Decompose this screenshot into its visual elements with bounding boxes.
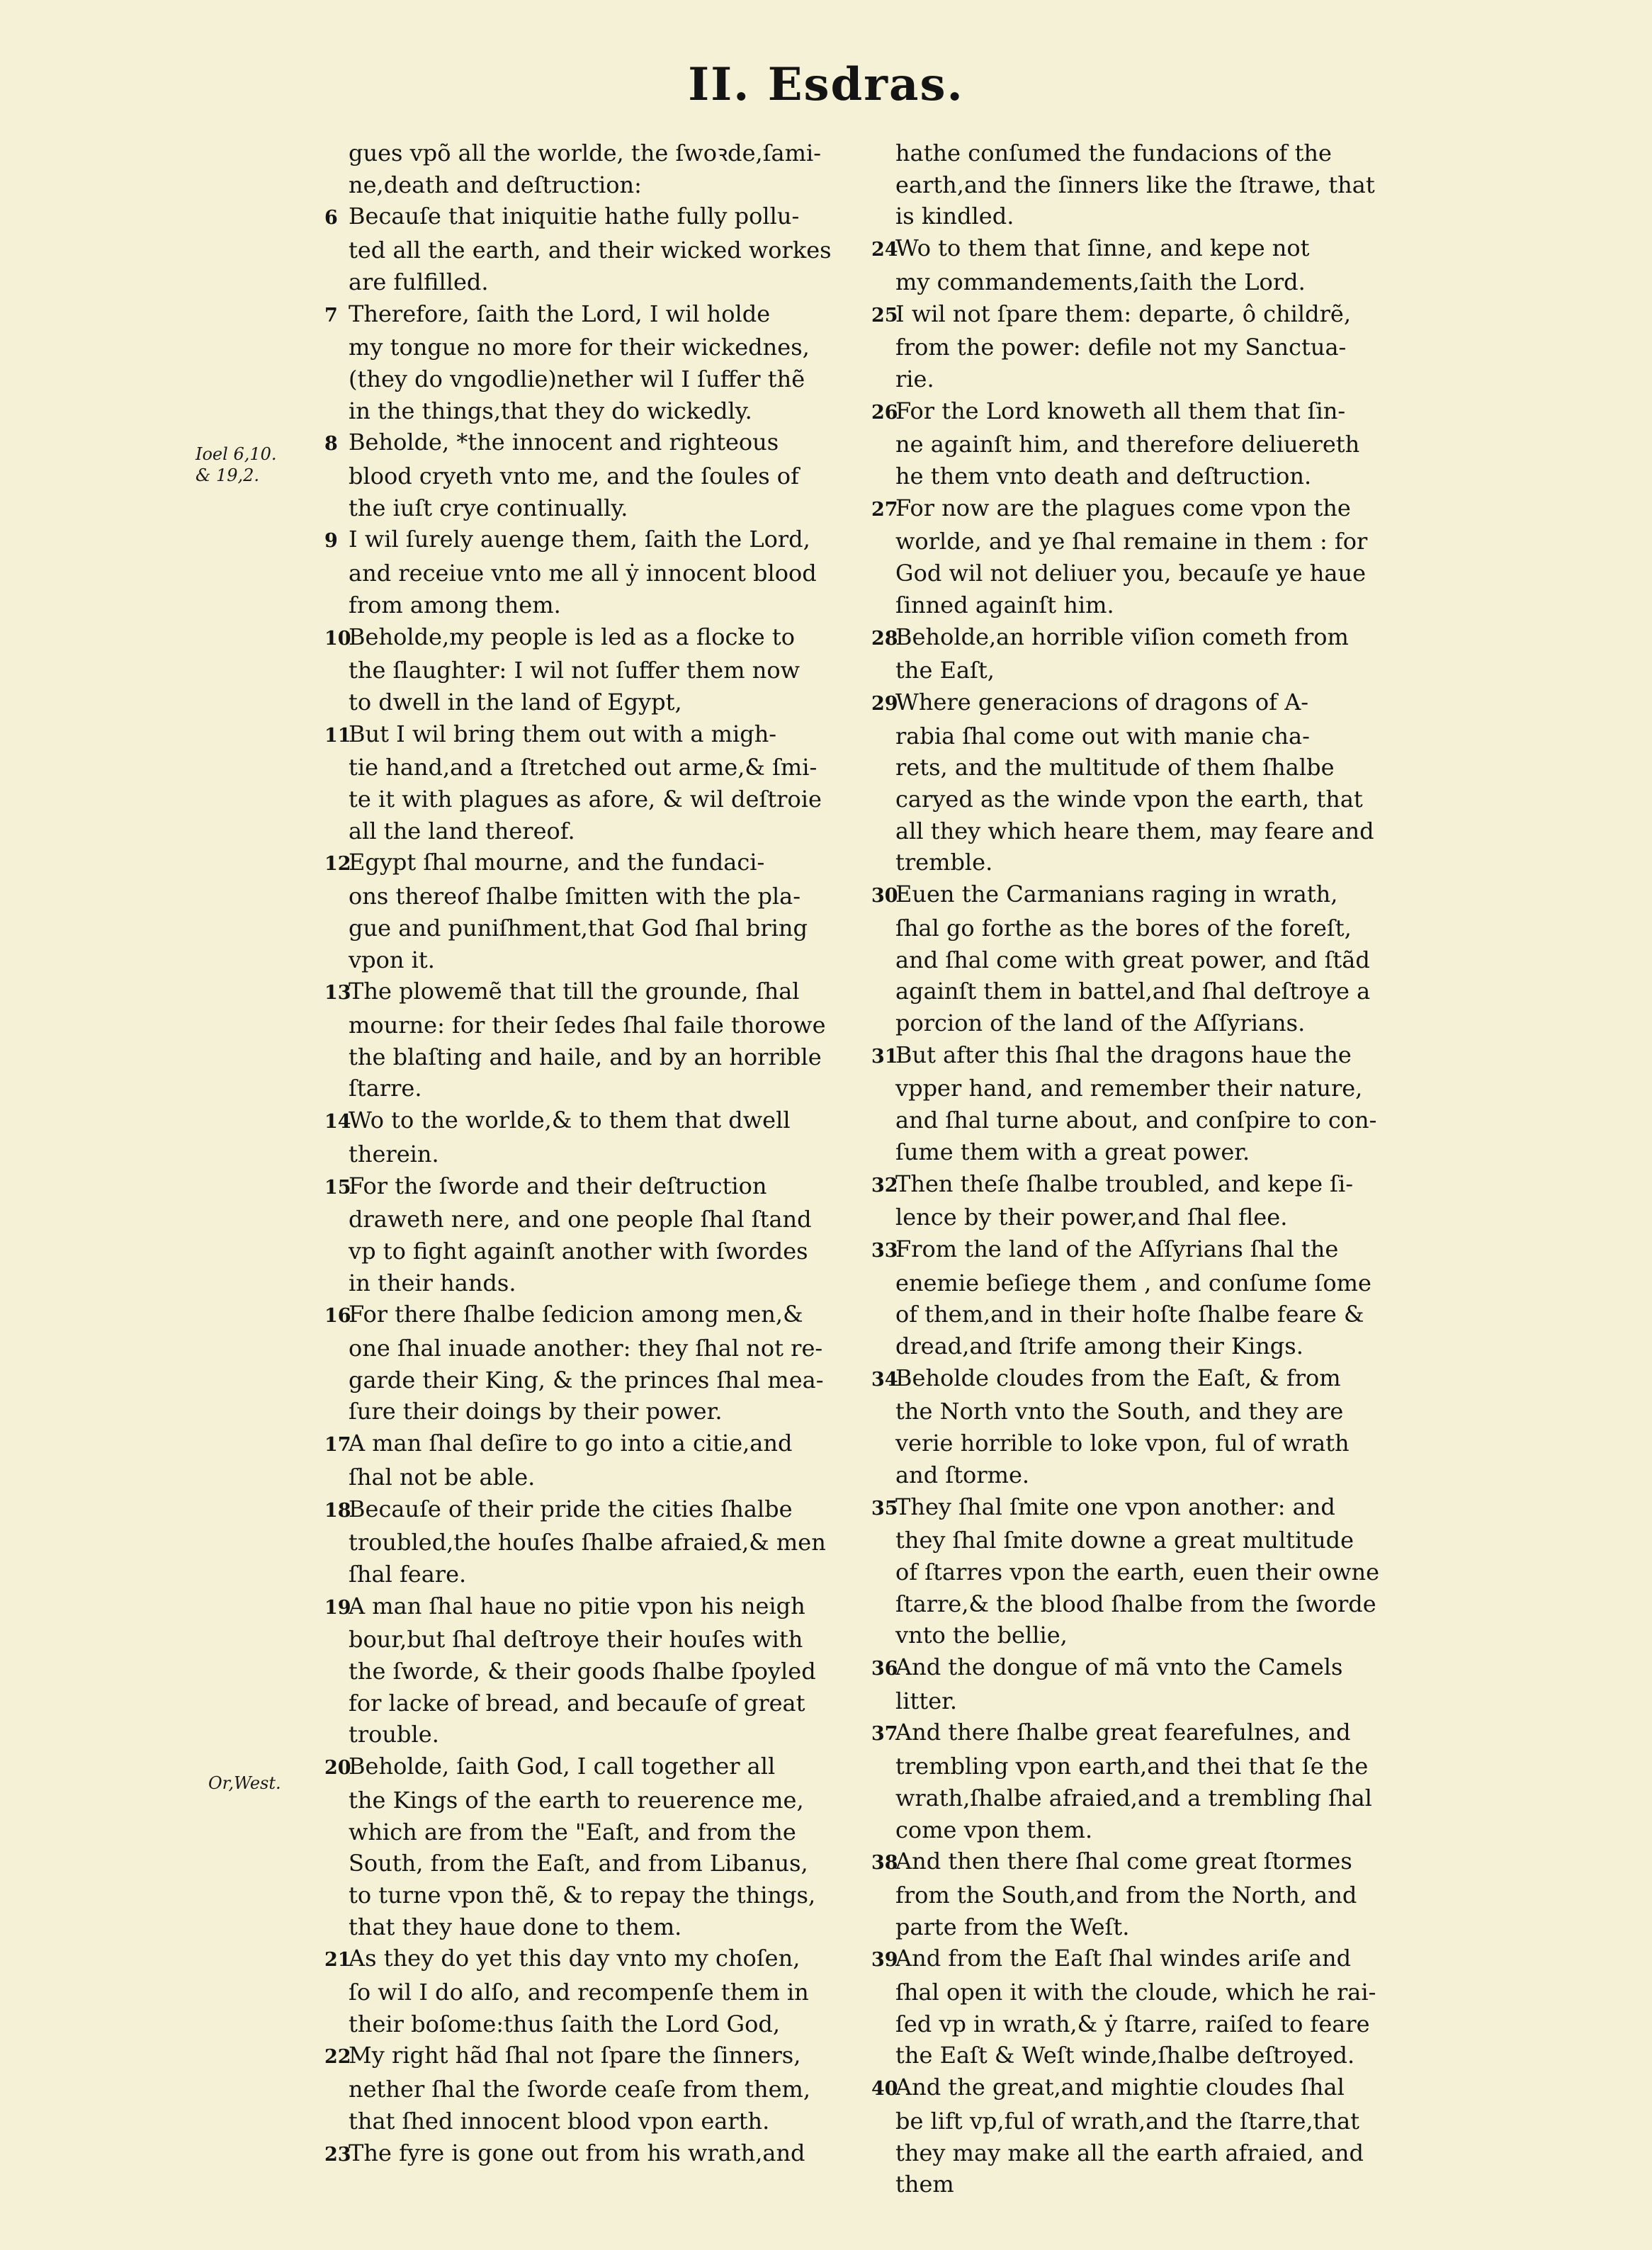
- verse-text: Beholde, ſaith God, I call together all: [349, 1753, 776, 1780]
- verse-line: therein.: [349, 1140, 439, 1168]
- verse-line: ons thereof ſhalbe ſmitten with the pla-: [349, 883, 801, 910]
- verse: [871, 1651, 1420, 1717]
- verse: [349, 137, 873, 200]
- verse-line: and ſhal turne about, and conſpire to con-: [895, 1107, 1377, 1134]
- verse-text: For there ſhalbe ſedicion among men,&: [349, 1301, 803, 1328]
- verse-line: the blaſting and haile, and by an horrible: [349, 1043, 822, 1070]
- verse-number: 22: [324, 2046, 351, 2069]
- verse-text: Beholde,an horrible viſion cometh from: [895, 623, 1349, 650]
- verse-text: The plowemẽ that till the grounde, ſhal: [349, 978, 800, 1005]
- verse-text: A man ſhal haue no pitie vpon his neigh: [349, 1592, 805, 1619]
- verse-text: Beholde, *the innocent and righteous: [349, 429, 779, 456]
- verse-line: are fulfilled.: [349, 268, 489, 295]
- verse-line: garde their King, & the princes ſhal mea-: [349, 1366, 824, 1393]
- verse-text: The fyre is gone out from his wrath,and: [349, 2139, 805, 2166]
- verse-line: my commandements,ſaith the Lord.: [895, 268, 1306, 295]
- verse-line: gue and puniſhment,that God ſhal bring: [349, 914, 808, 942]
- verse-number: 7: [324, 304, 338, 327]
- verse: [871, 1717, 1420, 1845]
- verse-line: ſtarre.: [349, 1075, 422, 1102]
- verse-line: hathe conſumed the fundacions of the: [895, 140, 1332, 166]
- verse-text: For the ſworde and their deſtruction: [349, 1172, 767, 1199]
- verse: [324, 1299, 873, 1428]
- verse-line: [324, 2137, 873, 2171]
- verse: [324, 621, 873, 718]
- verse-line: the North vnto the South, and they are: [895, 1398, 1344, 1425]
- verse-line: ſume them with a great power.: [895, 1138, 1250, 1165]
- verse-line: the ſworde, & their goods ſhalbe ſpoyled: [349, 1658, 816, 1685]
- verse-line: all the land thereof.: [349, 817, 575, 844]
- verse: [871, 2071, 1420, 2200]
- verse: [324, 718, 873, 847]
- verse-line: porcion of the land of the Aſſyrians.: [895, 1009, 1306, 1036]
- verse-line: [324, 718, 873, 752]
- verse-text: And from the Eaſt ſhal windes ariſe and: [895, 1945, 1352, 1972]
- verse-line: of them,and in their hoſte ſhalbe feare &: [895, 1301, 1364, 1328]
- verse-line: ſure their doings by their power.: [349, 1398, 723, 1425]
- verse-line: [324, 1590, 873, 1624]
- verse-line: all they which heare them, may feare and: [895, 817, 1374, 844]
- verse: [871, 1845, 1420, 1943]
- verse-line: God wil not deliuer you, becauſe ye haue: [895, 560, 1367, 587]
- verse-text: And there ſhalbe great fearefulnes, and: [895, 1719, 1351, 1746]
- verse-text: I wil not ſpare them: departe, ô childrẽ,: [895, 300, 1352, 327]
- verse-number: 8: [324, 433, 338, 456]
- verse-line: draweth nere, and one people ſhal ſtand: [349, 1206, 812, 1233]
- verse: [324, 426, 873, 524]
- verse-line: from among them.: [349, 591, 561, 618]
- verse-line: [871, 492, 1420, 526]
- verse: [324, 2040, 873, 2137]
- margin-note-variant: Or,West.: [208, 1773, 281, 1793]
- verse-line: [871, 1362, 1420, 1396]
- verse-line: the Kings of the earth to reuerence me,: [349, 1786, 804, 1814]
- verse-line: ne,death and deſtruction:: [349, 171, 642, 198]
- verse-text: Wo to them that ſinne, and kepe not: [895, 234, 1310, 262]
- verse-line: [324, 524, 873, 558]
- verse: [324, 1104, 873, 1170]
- verse-line: that ſhed innocent blood vpon earth.: [349, 2107, 770, 2135]
- verse-line: gues vpõ all the worlde, the ſwoꝛde,ſami-: [349, 140, 822, 166]
- verse-line: ſhal feare.: [349, 1560, 467, 1588]
- verse-line: [324, 1299, 873, 1333]
- verse-line: and receiue vnto me all ẏ innocent blood: [349, 560, 817, 587]
- verse-line: and ſtorme.: [895, 1461, 1030, 1488]
- verse-line: them: [895, 2171, 954, 2198]
- verse-line: South, from the Eaſt, and from Libanus,: [349, 1850, 808, 1877]
- verse-number: 10: [324, 627, 351, 650]
- verse-number: 30: [871, 885, 898, 908]
- verse-line: rets, and the multitude of them ſhalbe: [895, 754, 1335, 781]
- verse-line: [324, 426, 873, 460]
- verse: [871, 298, 1420, 395]
- verse-line: [324, 1428, 873, 1462]
- verse: [871, 1943, 1420, 2071]
- verse-number: 11: [324, 724, 351, 747]
- verse-line: their boſome:thus ſaith the Lord God,: [349, 2010, 781, 2037]
- verse-text: And the great,and mightie cloudes ſhal: [895, 2074, 1345, 2101]
- verse-line: to turne vpon thẽ, & to repay the things,: [349, 1881, 816, 1909]
- verse-line: caryed as the winde vpon the earth, that: [895, 786, 1363, 813]
- verse-line: enemie beſiege them , and conſume ſome: [895, 1269, 1371, 1296]
- verse-line: ſhal not be able.: [349, 1463, 536, 1491]
- verse-line: nether ſhal the ſworde ceaſe from them,: [349, 2076, 811, 2103]
- verse-line: for lacke of bread, and becauſe of great: [349, 1689, 805, 1717]
- verse: [324, 1943, 873, 2040]
- verse-number: 36: [871, 1658, 898, 1680]
- verse-line: be lift vp,ful of wrath,and the ſtarre,that: [895, 2107, 1360, 2135]
- verse: [324, 1590, 873, 1751]
- verse-line: [871, 1039, 1420, 1073]
- verse-line: earth,and the ſinners like the ſtrawe, that: [895, 171, 1375, 198]
- verse-line: [871, 1943, 1420, 1977]
- verse: [324, 1428, 873, 1493]
- verse: [871, 621, 1420, 686]
- verse-number: 6: [324, 207, 338, 230]
- verse-number: 31: [871, 1045, 898, 1068]
- verse-line: and ſhal come with great power, and ſtãd: [895, 946, 1370, 973]
- verse-line: [871, 395, 1420, 429]
- verse-number: 40: [871, 2078, 898, 2101]
- margin-note-reference: [196, 443, 277, 486]
- verse: [324, 847, 873, 976]
- verse-line: rabia ſhal come out with manie cha-: [895, 722, 1310, 750]
- verse-line: verie horrible to loke vpon, ful of wrath: [895, 1430, 1350, 1457]
- verse-line: againſt them in battel,and ſhal deſtroye a: [895, 978, 1371, 1005]
- verse-line: tie hand,and a ſtretched out arme,& ſmi-: [349, 754, 817, 781]
- verse-line: from the power: defile not my Sanctua-: [895, 334, 1347, 361]
- verse-number: 17: [324, 1434, 351, 1457]
- verse: [324, 298, 873, 427]
- verse-line: vp to fight againſt another with ſwordes: [349, 1237, 808, 1265]
- verse: [324, 2137, 873, 2171]
- verse-line: vpon it.: [349, 946, 435, 973]
- verse-text: Egypt ſhal mourne, and the fundaci-: [349, 849, 765, 876]
- verse-text: Becauſe that iniquitie hathe fully pollu-: [349, 203, 800, 230]
- verse-line: ſo wil I do alſo, and recompenſe them in: [349, 1979, 809, 2006]
- verse-number: 26: [871, 401, 898, 424]
- verse-line: trembling vpon earth,and thei that ſe the: [895, 1753, 1369, 1780]
- verse-line: ſed vp in wrath,& ẏ ſtarre, raiſed to feare: [895, 2010, 1370, 2037]
- verse: [324, 1170, 873, 1299]
- verse-text: My right hãd ſhal not ſpare the ſinners,: [349, 2042, 801, 2069]
- verse-line: the Eaſt,: [895, 657, 995, 684]
- verse-line: [871, 1651, 1420, 1685]
- verse-line: from the South,and from the North, and: [895, 1881, 1357, 1909]
- verse-line: [871, 686, 1420, 720]
- verse-line: to dwell in the land of Egypt,: [349, 688, 682, 716]
- verse-line: [324, 1170, 873, 1204]
- verse-text: And the dongue of mã vnto the Camels: [895, 1653, 1343, 1681]
- margin-note-line: Ioel 6,10.: [196, 444, 277, 464]
- verse-line: in the things,that they do wickedly.: [349, 397, 752, 424]
- verse-number: 34: [871, 1368, 898, 1391]
- verse-line: they may make all the earth afraied, and: [895, 2139, 1364, 2166]
- verse: [871, 1233, 1420, 1362]
- verse-text: They ſhal ſmite one vpon another: and: [895, 1493, 1335, 1520]
- verse-line: litter.: [895, 1687, 958, 1714]
- verse-number: 23: [324, 2143, 351, 2166]
- verse: [324, 1493, 873, 1590]
- verse-text: From the land of the Aſſyrians ſhal the: [895, 1235, 1339, 1262]
- verse-line: te it with plagues as afore, & wil deſtroie: [349, 786, 822, 813]
- verse-line: parte from the Weſt.: [895, 1913, 1130, 1940]
- verse-line: wrath,ſhalbe afraied,and a trembling ſhal: [895, 1784, 1372, 1811]
- left-column: [324, 137, 873, 2171]
- verse-line: [324, 298, 873, 332]
- verse: [324, 524, 873, 621]
- verse-line: bour,but ſhal deſtroye their houſes with: [349, 1626, 803, 1653]
- verse-line: the iuſt crye continually.: [349, 494, 628, 521]
- verse-line: [871, 1845, 1420, 1879]
- verse-line: lence by their power,and ſhal flee.: [895, 1204, 1288, 1231]
- verse: [895, 137, 1420, 232]
- verse-line: worlde, and ye ſhal remaine in them : for: [895, 528, 1368, 555]
- verse-text: Therefore, ſaith the Lord, I wil holde: [349, 300, 771, 327]
- verse-line: tremble.: [895, 849, 993, 876]
- verse-line: [324, 200, 873, 234]
- verse: [871, 232, 1420, 298]
- verse-line: blood cryeth vnto me, and the ſoules of: [349, 463, 799, 490]
- verse-text: Beholde cloudes from the Eaſt, & from: [895, 1364, 1341, 1391]
- verse-line: rie.: [895, 365, 934, 392]
- verse-number: 35: [871, 1497, 898, 1520]
- verse-line: he them vnto death and deſtruction.: [895, 463, 1312, 490]
- verse-line: they ſhal ſmite downe a great multitude: [895, 1527, 1354, 1554]
- verse-text: And then there ſhal come great ſtormes: [895, 1848, 1352, 1875]
- verse-line: come vpon them.: [895, 1816, 1093, 1843]
- margin-note-line: & 19,2.: [196, 465, 260, 485]
- verse-line: [871, 232, 1420, 266]
- verse: [871, 1491, 1420, 1652]
- verse-text: Beholde,my people is led as a flocke to: [349, 623, 795, 650]
- verse-number: 39: [871, 1949, 898, 1972]
- verse-line: [324, 1943, 873, 1977]
- verse-line: troubled,the houſes ſhalbe afraied,& men: [349, 1529, 826, 1556]
- verse-line: trouble.: [349, 1721, 439, 1748]
- verse-line: ne againſt him, and therefore deliuereth: [895, 431, 1360, 458]
- verse-line: which are from the "Eaſt, and from the: [349, 1818, 796, 1845]
- verse-number: 29: [871, 692, 898, 715]
- verse-line: ſinned againſt him.: [895, 591, 1114, 618]
- verse-line: [324, 1104, 873, 1138]
- verse-number: 38: [871, 1852, 898, 1875]
- verse-line: the Eaſt & Weſt winde,ſhalbe deſtroyed.: [895, 2042, 1355, 2069]
- verse-number: 18: [324, 1499, 351, 1522]
- verse: [871, 1168, 1420, 1233]
- verse-text: Where generacions of dragons of A-: [895, 688, 1309, 716]
- verse-number: 13: [324, 982, 351, 1005]
- verse-number: 32: [871, 1174, 898, 1197]
- verse-text: As they do yet this day vnto my choſen,: [349, 1945, 800, 1972]
- verse-line: [871, 878, 1420, 912]
- verse-number: 20: [324, 1757, 351, 1780]
- verse-text: But after this ſhal the dragons haue the: [895, 1041, 1352, 1068]
- verse-line: [871, 1168, 1420, 1202]
- verse-number: 33: [871, 1239, 898, 1262]
- verse-line: the ſlaughter: I wil not ſuffer them now: [349, 657, 800, 684]
- verse-line: [324, 976, 873, 1010]
- verse-number: 24: [871, 239, 898, 261]
- verse-line: vpper hand, and remember their nature,: [895, 1075, 1363, 1102]
- verse-number: 28: [871, 627, 898, 650]
- verse-line: my tongue no more for their wickednes,: [349, 334, 810, 361]
- verse-text: But I wil bring them out with a migh-: [349, 720, 777, 747]
- verse-line: [871, 2071, 1420, 2105]
- verse: [324, 200, 873, 298]
- verse-number: 21: [324, 1949, 351, 1972]
- verse-line: is kindled.: [895, 203, 1014, 230]
- verse-line: [871, 1717, 1420, 1751]
- verse-number: 12: [324, 853, 351, 876]
- verse-line: ted all the earth, and their wicked workes: [349, 237, 832, 264]
- verse-line: [324, 1493, 873, 1527]
- verse: [324, 1751, 873, 1943]
- verse-text: Wo to the worlde,& to them that dwell: [349, 1107, 791, 1134]
- verse-line: ſhal go forthe as the bores of the foreſt,: [895, 914, 1352, 942]
- verse: [871, 395, 1420, 492]
- verse-number: 27: [871, 498, 898, 521]
- verse-line: of ſtarres vpon the earth, euen their owne: [895, 1558, 1380, 1585]
- verse-line: [324, 1751, 873, 1785]
- verse-line: ſhal open it with the cloude, which he rai-: [895, 1979, 1376, 2006]
- verse-line: [871, 621, 1420, 655]
- verse-number: 37: [871, 1723, 898, 1746]
- verse-number: 14: [324, 1111, 351, 1134]
- verse-line: ſtarre,& the blood ſhalbe from the ſworde: [895, 1590, 1376, 1617]
- verse-number: 16: [324, 1305, 351, 1328]
- verse-number: 9: [324, 530, 338, 553]
- verse: [871, 492, 1420, 621]
- verse-text: I wil ſurely auenge them, ſaith the Lord,: [349, 526, 810, 553]
- verse-text: Euen the Carmanians raging in wrath,: [895, 881, 1338, 908]
- verse-text: For the Lord knoweth all them that ſin-: [895, 397, 1346, 424]
- verse-text: Then theſe ſhalbe troubled, and kepe ſi-: [895, 1170, 1354, 1197]
- verse-line: [324, 621, 873, 655]
- verse-line: mourne: for their ſedes ſhal faile thorowe: [349, 1011, 826, 1039]
- right-column: [871, 137, 1420, 2200]
- verse: [871, 686, 1420, 878]
- verse-line: [871, 298, 1420, 332]
- verse: [871, 1039, 1420, 1168]
- verse-number: 25: [871, 304, 898, 327]
- verse-line: in their hands.: [349, 1269, 516, 1296]
- verse-line: [324, 847, 873, 881]
- verse: [324, 976, 873, 1104]
- verse-line: dread,and ſtrife among their Kings.: [895, 1333, 1303, 1360]
- verse-line: [871, 1491, 1420, 1525]
- verse-line: (they do vngodlie)nether wil I ſuffer thẽ: [349, 365, 805, 392]
- verse-number: 15: [324, 1176, 351, 1199]
- verse-line: one ſhal inuade another: they ſhal not re-: [349, 1335, 823, 1362]
- verse-line: [871, 1233, 1420, 1267]
- verse: [871, 1362, 1420, 1491]
- verse-line: vnto the bellie,: [895, 1622, 1068, 1649]
- verse-line: [324, 2040, 873, 2074]
- verse: [871, 878, 1420, 1039]
- verse-text: For now are the plagues come vpon the: [895, 494, 1351, 521]
- verse-text: Becauſe of their pride the cities ſhalbe: [349, 1495, 793, 1522]
- verse-text: A man ſhal deſire to go into a citie,and: [349, 1430, 793, 1457]
- verse-number: 19: [324, 1596, 351, 1619]
- verse-line: that they haue done to them.: [349, 1913, 682, 1940]
- page-title: II. Esdras.: [688, 58, 964, 111]
